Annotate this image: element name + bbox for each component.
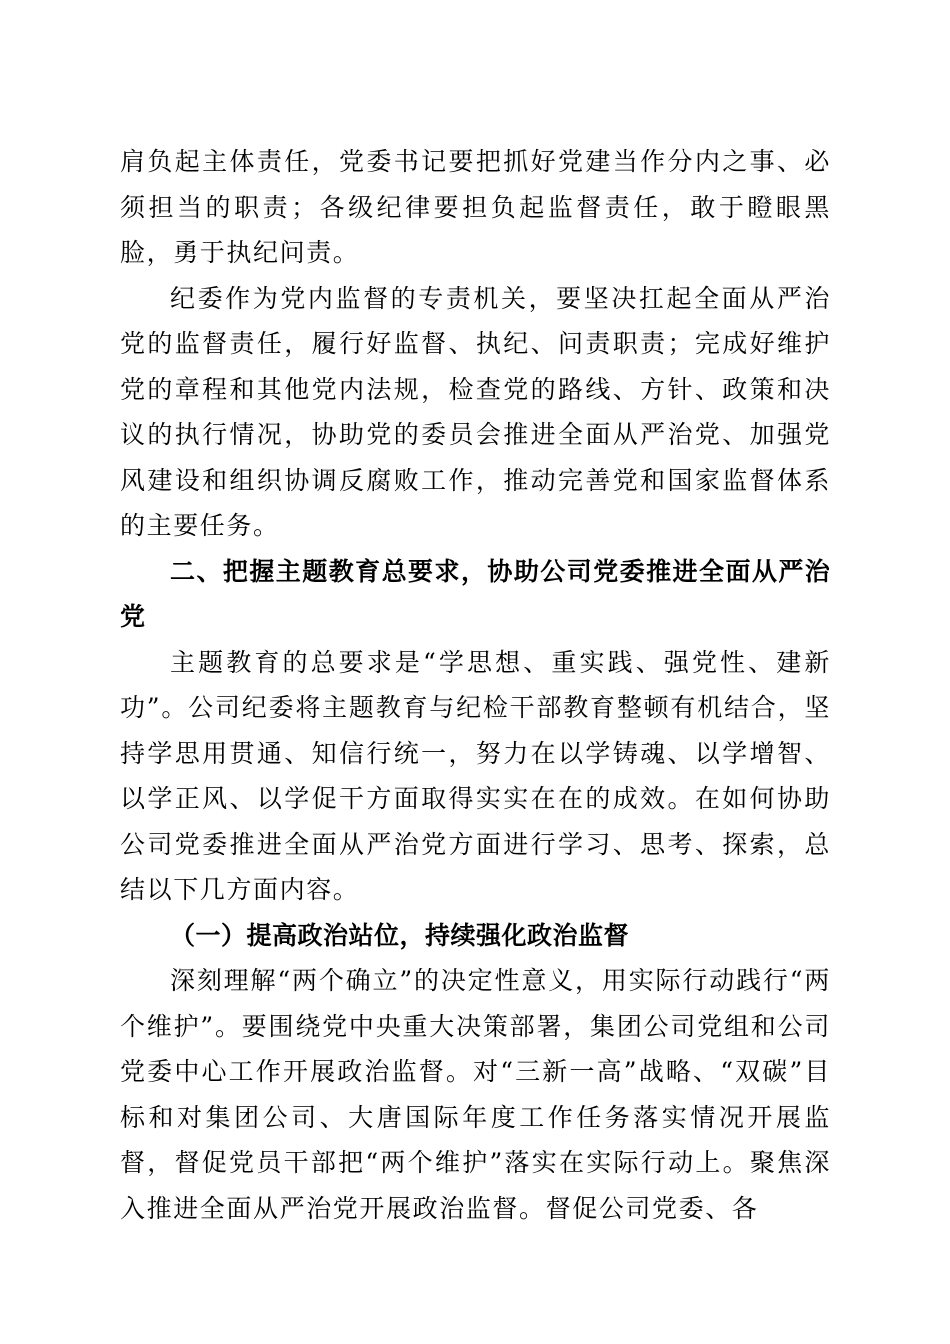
paragraph-continuation: 肩负起主体责任，党委书记要把抓好党建当作分内之事、必须担当的职责；各级纪律要担负起监督责任，敢于瞪眼黑脸，勇于执纪问责。 <box>120 147 831 267</box>
section-heading-2: 二、把握主题教育总要求，协助公司党委推进全面从严治党 <box>120 556 831 631</box>
subsection-heading-1: （一）提高政治站位，持续强化政治监督 <box>170 920 630 950</box>
paragraph-political-supervision: 深刻理解“两个确立”的决定性意义，用实际行动践行“两个维护”。要围绕党中央重大决策部署，集团公司党组和公司党委中心工作开展政治监督。对“三新一高”战略、“双碳”目标和对集团公司、大唐国际年度工作任务落实情况开展监督，督促党员干部把“两个维护”落实在实际行动上。聚焦深入推进全面从严治党开展政治监督。督促公司党委、各 <box>120 966 831 1223</box>
paragraph-discipline-commission: 纪委作为党内监督的专责机关，要坚决扛起全面从严治党的监督责任，履行好监督、执纪、问责职责；完成好维护党的章程和其他党内法规，检查党的路线、方针、政策和决议的执行情况，协助党的委员会推进全面从严治党、加强党风建设和组织协调反腐败工作，推动完善党和国家监督体系的主要任务。 <box>120 283 831 540</box>
document-body <box>120 139 831 1231</box>
paragraph-theme-education: 主题教育的总要求是“学思想、重实践、强党性、建新功”。公司纪委将主题教育与纪检干部教育整顿有机结合，坚持学思用贯通、知信行统一，努力在以学铸魂、以学增智、以学正风、以学促干方面取得实实在在的成效。在如何协助公司党委推进全面从严治党方面进行学习、思考、探索，总结以下几方面内容。 <box>120 647 831 904</box>
